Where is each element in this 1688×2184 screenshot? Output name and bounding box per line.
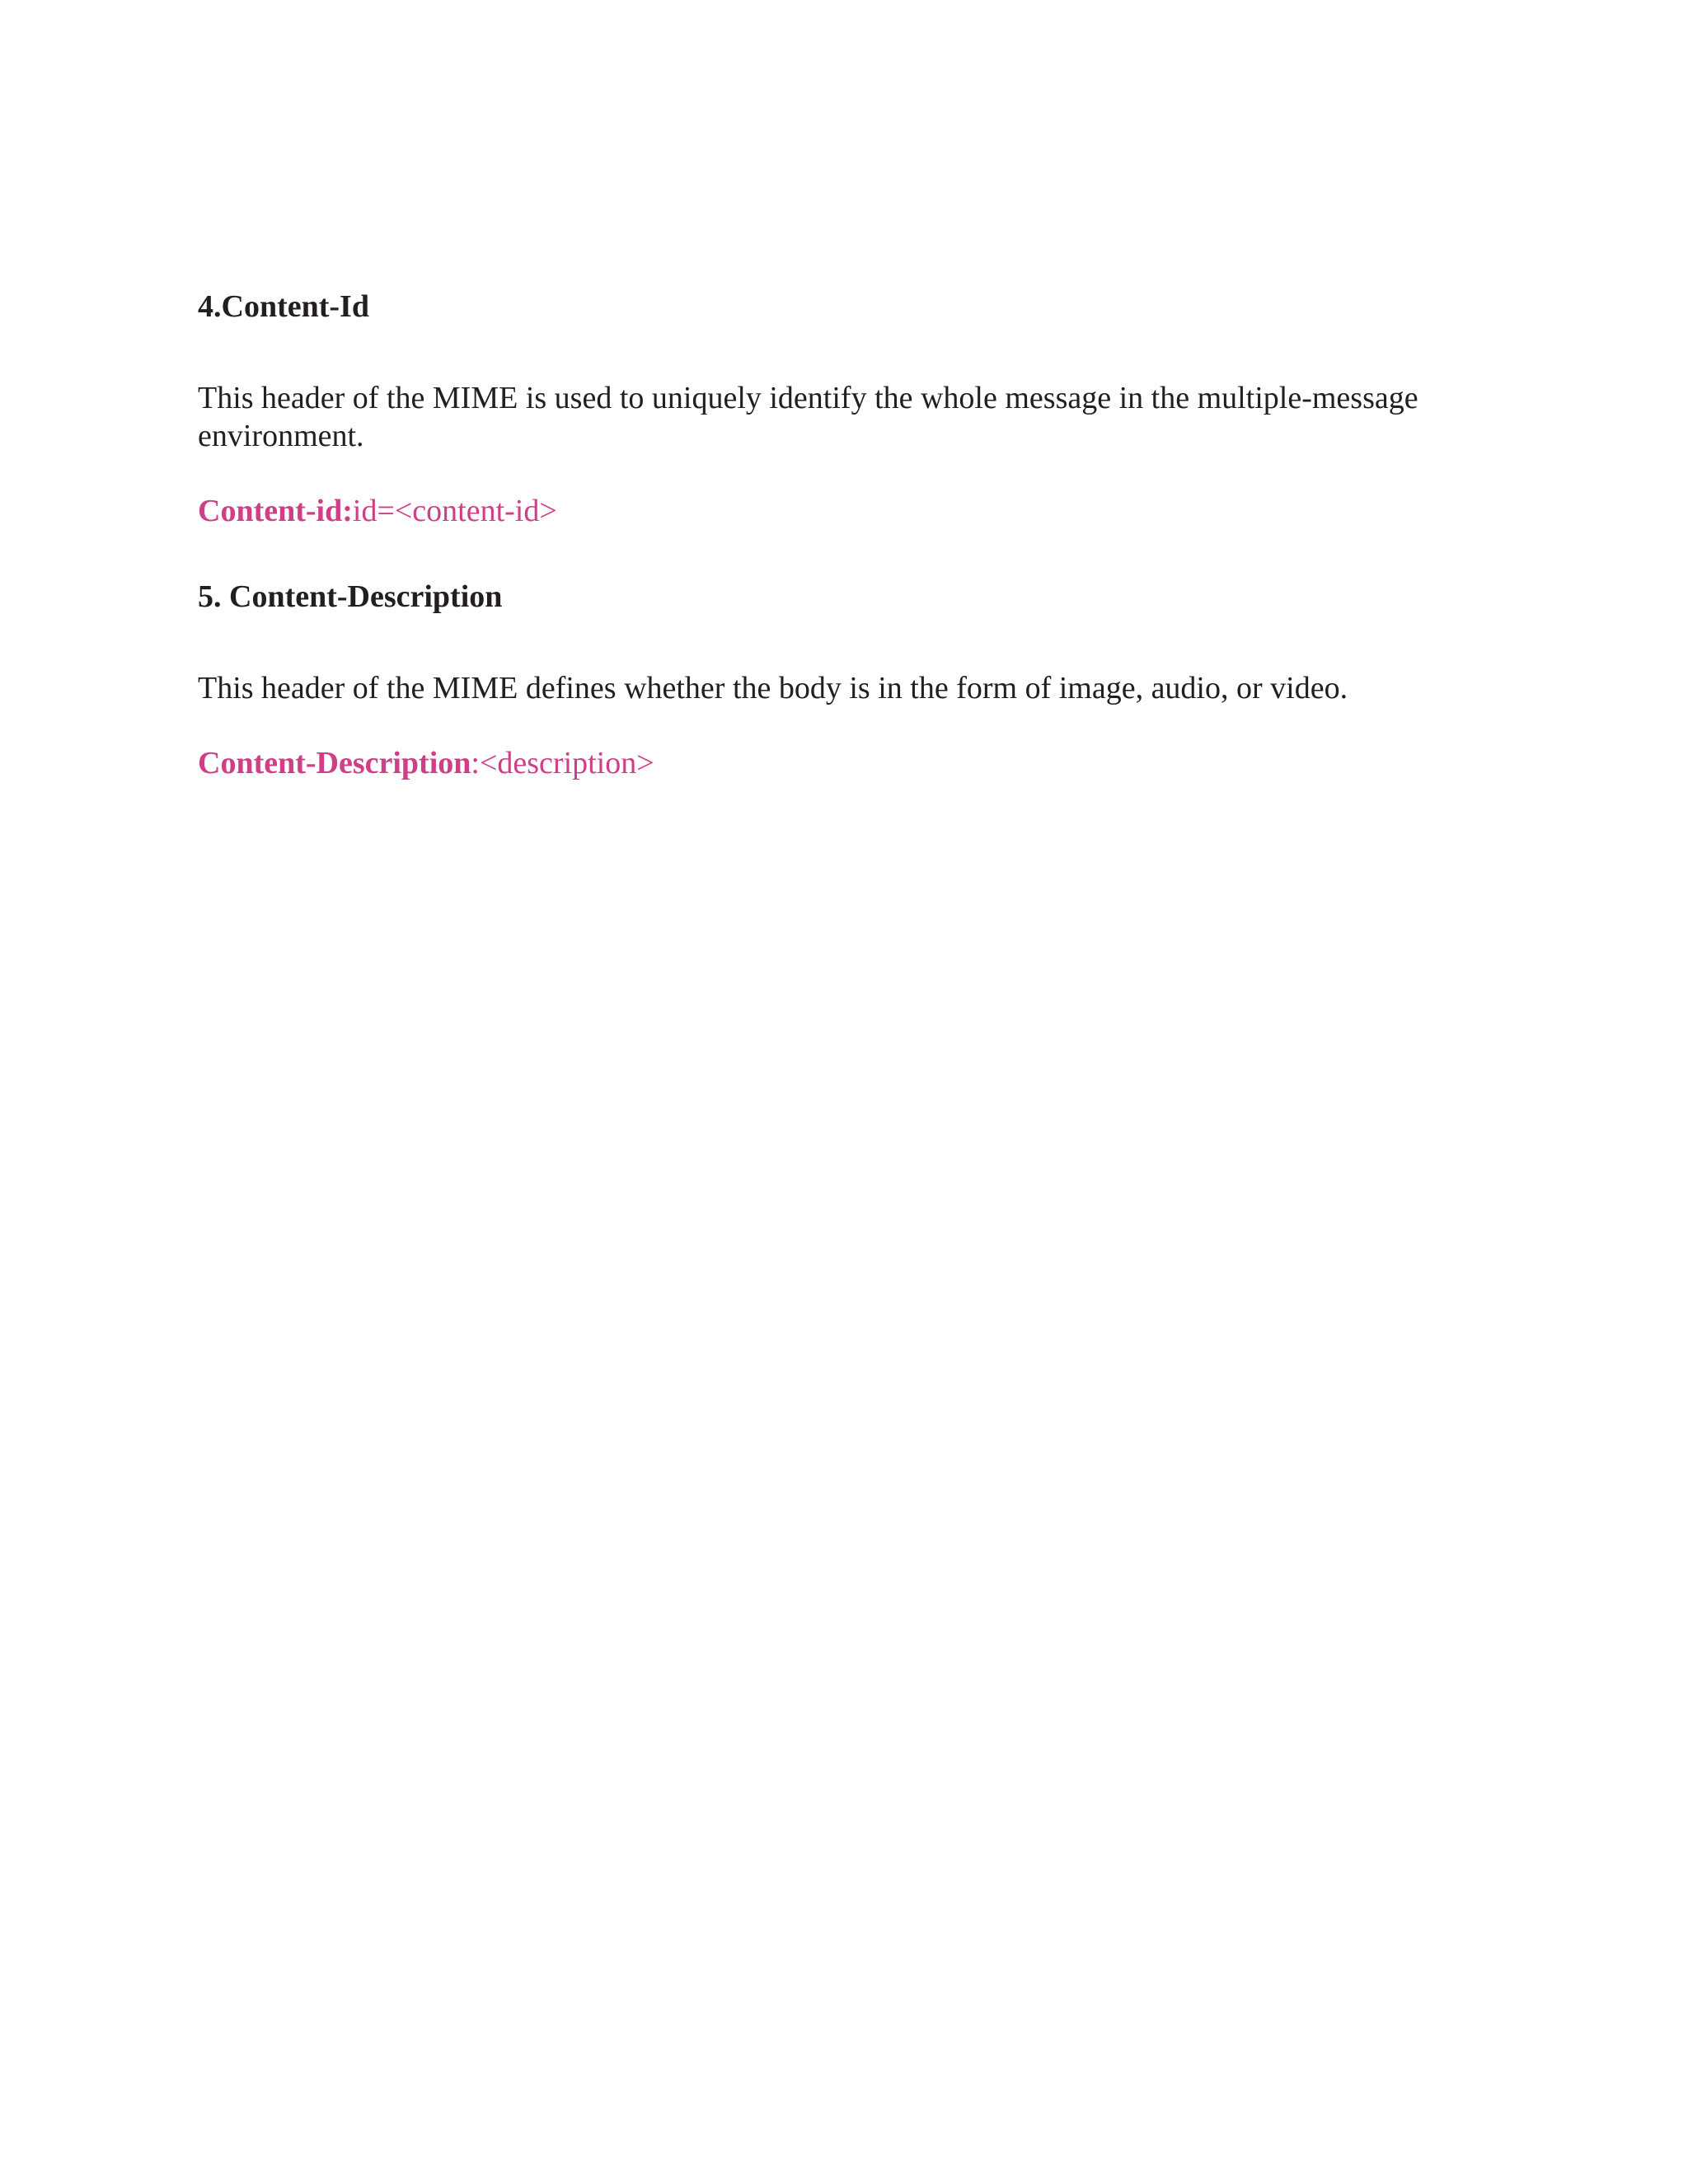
section-paragraph-content-description: This header of the MIME defines whether the body is in the form of image, audio, or video. — [198, 671, 1348, 705]
syntax-key: Content-Description — [198, 746, 471, 780]
syntax-value: :<description> — [471, 746, 654, 780]
section-heading-content-id: 4.Content-Id — [198, 289, 369, 324]
syntax-line-content-id — [198, 493, 1517, 529]
section-paragraph-content-id: This header of the MIME is used to uniquely identify the whole message in the multiple-message environment. — [198, 381, 1418, 453]
syntax-value: id=<content-id> — [352, 494, 557, 528]
syntax-line-content-description — [198, 745, 1517, 781]
syntax-key: Content-id: — [198, 494, 353, 528]
section-heading-content-description: 5. Content-Description — [198, 579, 503, 614]
